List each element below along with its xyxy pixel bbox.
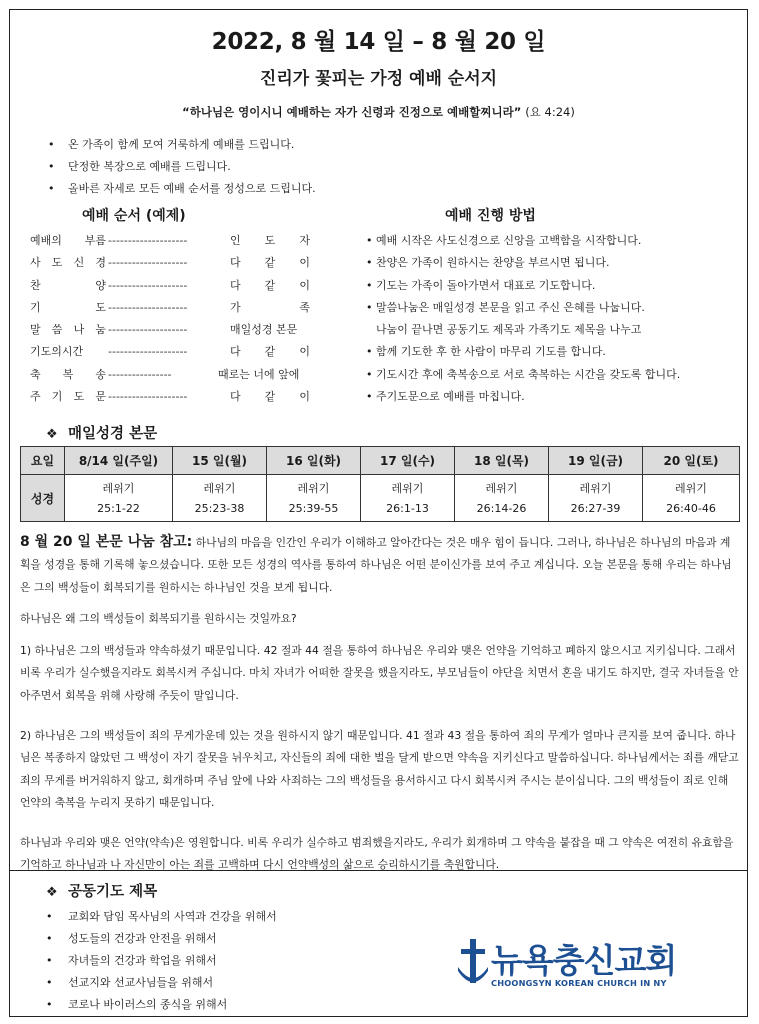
order-item-name: 예배의 부름 xyxy=(30,234,106,247)
list-item: • 온 가족이 함께 모여 거룩하게 예배를 드립니다. xyxy=(48,134,316,156)
passage-range: 26:14-26 xyxy=(476,502,527,515)
order-item-leader: 때로는 너에 앞에 xyxy=(218,367,300,381)
leader-dots: -------------------- xyxy=(108,390,188,404)
leader-dots: ---------------- xyxy=(108,367,172,381)
section-divider xyxy=(10,870,747,871)
passage-range: 25:23-38 xyxy=(194,502,245,515)
order-item-name: 축 복 송 xyxy=(30,367,106,381)
list-item: • 교회와 담임 목사님의 사역과 건강을 위해서 xyxy=(46,906,277,928)
order-item-name: 말 씀 나 눔 xyxy=(30,323,106,337)
church-logo xyxy=(455,935,705,995)
order-item-name: 주 기 도 문 xyxy=(30,390,106,404)
sharing-lead: 8 월 20 일 본문 나눔 참고: xyxy=(20,534,193,550)
table-header-cell: 16 일(화) xyxy=(267,447,361,475)
book-name: 레위기 xyxy=(579,482,612,495)
table-header-cell: 18 일(목) xyxy=(455,447,549,475)
passage-range: 26:27-39 xyxy=(570,502,621,515)
list-item: • 올바른 자세로 모든 예배 순서를 정성으로 드립니다. xyxy=(48,178,316,200)
table-cell xyxy=(267,475,361,522)
method-heading: 예배 진행 방법 xyxy=(445,208,536,224)
leader-dots: -------------------- xyxy=(108,345,188,359)
order-item-leader: 다 같 이 xyxy=(230,278,310,292)
theme-verse xyxy=(10,104,747,120)
order-item-name: 찬 양 xyxy=(30,278,106,292)
prayer-heading-text: 공동기도 제목 xyxy=(68,884,158,900)
list-item: • 함께 기도한 후 한 사람이 마무리 기도를 합니다. xyxy=(366,341,741,363)
table-row xyxy=(21,475,740,522)
leader-dots: -------------------- xyxy=(108,234,188,247)
order-row xyxy=(30,275,310,297)
order-row xyxy=(30,364,310,386)
list-item: • 코로나 바이러스의 종식을 위해서 xyxy=(46,994,277,1016)
church-name: 뉴욕충신교회 xyxy=(491,941,677,980)
sharing-point-1: 1) 하나님은 그의 백성들과 약속하셨기 때문입니다. 42 절과 44 절을 통하여 하나님은 우리와 맺은 언약을 기억하고 폐하지 않으시고 지키십니다. 그래서 비록 우리가 실수했을지라도 회복시켜 주십니다. 마치 자녀가 어떠한 잘못을 했을지라도, 부모님들이 야단을 치면서 혼을 내기도 하지만, 결국 자녀들을 안아주면서 회복을 위해 사랑해 주듯이 말입니다. xyxy=(20,644,739,702)
table-row-label: 성경 xyxy=(21,475,65,522)
table-header-cell: 요일 xyxy=(21,447,65,475)
prayer-section-heading xyxy=(46,880,157,901)
table-header-row xyxy=(21,447,740,475)
order-row xyxy=(30,386,310,408)
order-row xyxy=(30,297,310,319)
order-item-name: 기 도 xyxy=(30,300,106,314)
list-item: • 단정한 복장으로 예배를 드립니다. xyxy=(48,156,316,178)
bible-heading-text: 매일성경 본문 xyxy=(68,426,158,442)
bible-reading-table xyxy=(20,446,740,522)
worship-sheet xyxy=(9,9,748,1017)
diamond-ornament-icon: ❖ xyxy=(46,885,58,900)
order-row xyxy=(30,319,310,341)
order-item-name: 기도의시간 xyxy=(30,345,84,359)
list-item: 나눔이 끝나면 공동기도 제목과 가족기도 제목을 나누고 xyxy=(376,323,642,337)
cross-logo-icon xyxy=(455,937,491,989)
leader-dots: -------------------- xyxy=(108,300,188,314)
sharing-intro-paragraph xyxy=(20,531,740,599)
worship-method-list xyxy=(366,230,741,408)
passage-range: 26:40-46 xyxy=(666,502,716,515)
leader-dots: -------------------- xyxy=(108,323,188,337)
order-row xyxy=(30,341,310,363)
order-item-leader: 다 같 이 xyxy=(230,256,310,270)
list-item: • 기도는 가족이 돌아가면서 대표로 기도합니다. xyxy=(366,275,741,297)
passage-range: 25:39-55 xyxy=(288,502,339,515)
passage-range: 25:1-22 xyxy=(97,502,140,515)
prayer-list xyxy=(46,906,277,1016)
verse-reference: (요 4:24) xyxy=(525,105,575,119)
list-item: • 말씀나눔은 매일성경 본문을 읽고 주신 은혜를 나눕니다. xyxy=(366,297,741,319)
list-item: • 자녀들의 건강과 학업을 위해서 xyxy=(46,950,277,972)
sharing-question: 하나님은 왜 그의 백성들이 회복되기를 원하시는 것일까요? xyxy=(20,612,297,625)
passage-range: 26:1-13 xyxy=(386,502,429,515)
table-cell xyxy=(65,475,173,522)
list-item: • 예배 시작은 사도신경으로 신앙을 고백함을 시작합니다. xyxy=(366,230,741,252)
sharing-point-2: 2) 하나님은 그의 백성들이 죄의 무게가운데 있는 것을 원하시지 않기 때문입니다. 41 절과 43 절을 통하여 죄의 무게가 얼마나 큰지를 보여 줍니다. 하나님은 복종하지 않았던 그 백성이 자기 잘못을 뉘우치고, 자신들의 죄에 대한 벌을 달게 받으면 약속을 지키신다고 말씀하십니다. 하나님께서는 죄를 깨닫고 죄의 무게를 버거워하지 않고, 회개하며 주님 앞에 나와 사죄하는 그의 백성들을 용서하시고 다시 회복시켜 주시는 분이십니다. 그의 백성들이 죄로 인해 언약의 축복을 누리지 못하기 때문입니다. xyxy=(20,729,739,810)
list-item: • 선교지와 선교사님들을 위해서 xyxy=(46,972,277,994)
list-item: • 기도시간 후에 축복송으로 서로 축복하는 시간을 갖도록 합니다. xyxy=(366,364,741,386)
order-row xyxy=(30,230,310,252)
verse-text: “하나님은 영이시니 예배하는 자가 신령과 진정으로 예배할찌니라” xyxy=(182,105,522,119)
order-heading: 예배 순서 (예제) xyxy=(82,208,186,224)
order-row xyxy=(30,252,310,274)
book-name: 레위기 xyxy=(297,482,330,495)
table-header-cell: 8/14 일(주일) xyxy=(65,447,173,475)
table-cell xyxy=(361,475,455,522)
table-cell xyxy=(643,475,740,522)
table-header-cell: 17 일(수) xyxy=(361,447,455,475)
book-name: 레위기 xyxy=(485,482,518,495)
order-item-leader: 다 같 이 xyxy=(230,345,310,359)
page-title: 진리가 꽃피는 가정 예배 순서지 xyxy=(259,69,498,89)
leader-dots: -------------------- xyxy=(108,278,188,292)
list-item: • 성도들의 건강과 안전을 위해서 xyxy=(46,928,277,950)
book-name: 레위기 xyxy=(675,482,707,495)
sharing-text: 하나님의 마음을 인간인 우리가 이해하고 알아간다는 것은 매우 힘이 듭니다. 그러나, 하나님은 하나님의 마음과 계획을 성경을 통해 기록해 놓으셨습니다. 또한 모든 성경의 역사를 통하여 하나님은 어떤 분이신가를 보여 주고 계십니다. 오늘 본문을 통해 우리는 하나님은 그의 백성들이 회복되기를 원하시는 하나님인 것을 보게 됩니다. xyxy=(20,536,732,594)
list-item: • 주기도문으로 예배를 마칩니다. xyxy=(366,386,741,408)
table-cell xyxy=(549,475,643,522)
intro-list xyxy=(48,134,316,200)
table-header-cell: 15 일(월) xyxy=(173,447,267,475)
order-item-name: 사 도 신 경 xyxy=(30,256,106,270)
book-name: 레위기 xyxy=(391,482,424,495)
table-cell xyxy=(455,475,549,522)
list-item: • 찬양은 가족이 원하시는 찬양을 부르시면 됩니다. xyxy=(366,252,741,274)
date-range-title: 2022, 8 월 14 일 – 8 월 20 일 xyxy=(211,29,546,55)
bible-section-heading xyxy=(46,422,157,443)
worship-order-list xyxy=(30,230,310,408)
table-cell xyxy=(173,475,267,522)
order-item-leader: 가 족 xyxy=(230,300,310,314)
order-item-leader: 다 같 이 xyxy=(230,390,310,404)
table-header-cell: 19 일(금) xyxy=(549,447,643,475)
diamond-ornament-icon: ❖ xyxy=(46,427,58,442)
order-item-leader: 인 도 자 xyxy=(230,234,310,247)
sharing-conclusion: 하나님과 우리와 맺은 언약(약속)은 영원합니다. 비록 우리가 실수하고 범죄했을지라도, 우리가 회개하며 그 약속을 붙잡을 때 그 약속은 여전히 유효함을 기억하고 하나님과 나 자신만이 아는 죄를 고백하며 다시 언약백성의 삶으로 승리하시기를 축원합니다. xyxy=(20,836,734,872)
leader-dots: -------------------- xyxy=(108,256,188,270)
church-english-name: CHOONGSYN KOREAN CHURCH IN NY xyxy=(491,978,667,988)
book-name: 레위기 xyxy=(102,482,135,495)
table-header-cell: 20 일(토) xyxy=(643,447,740,475)
book-name: 레위기 xyxy=(203,482,236,495)
order-item-leader: 매일성경 본문 xyxy=(230,323,298,337)
